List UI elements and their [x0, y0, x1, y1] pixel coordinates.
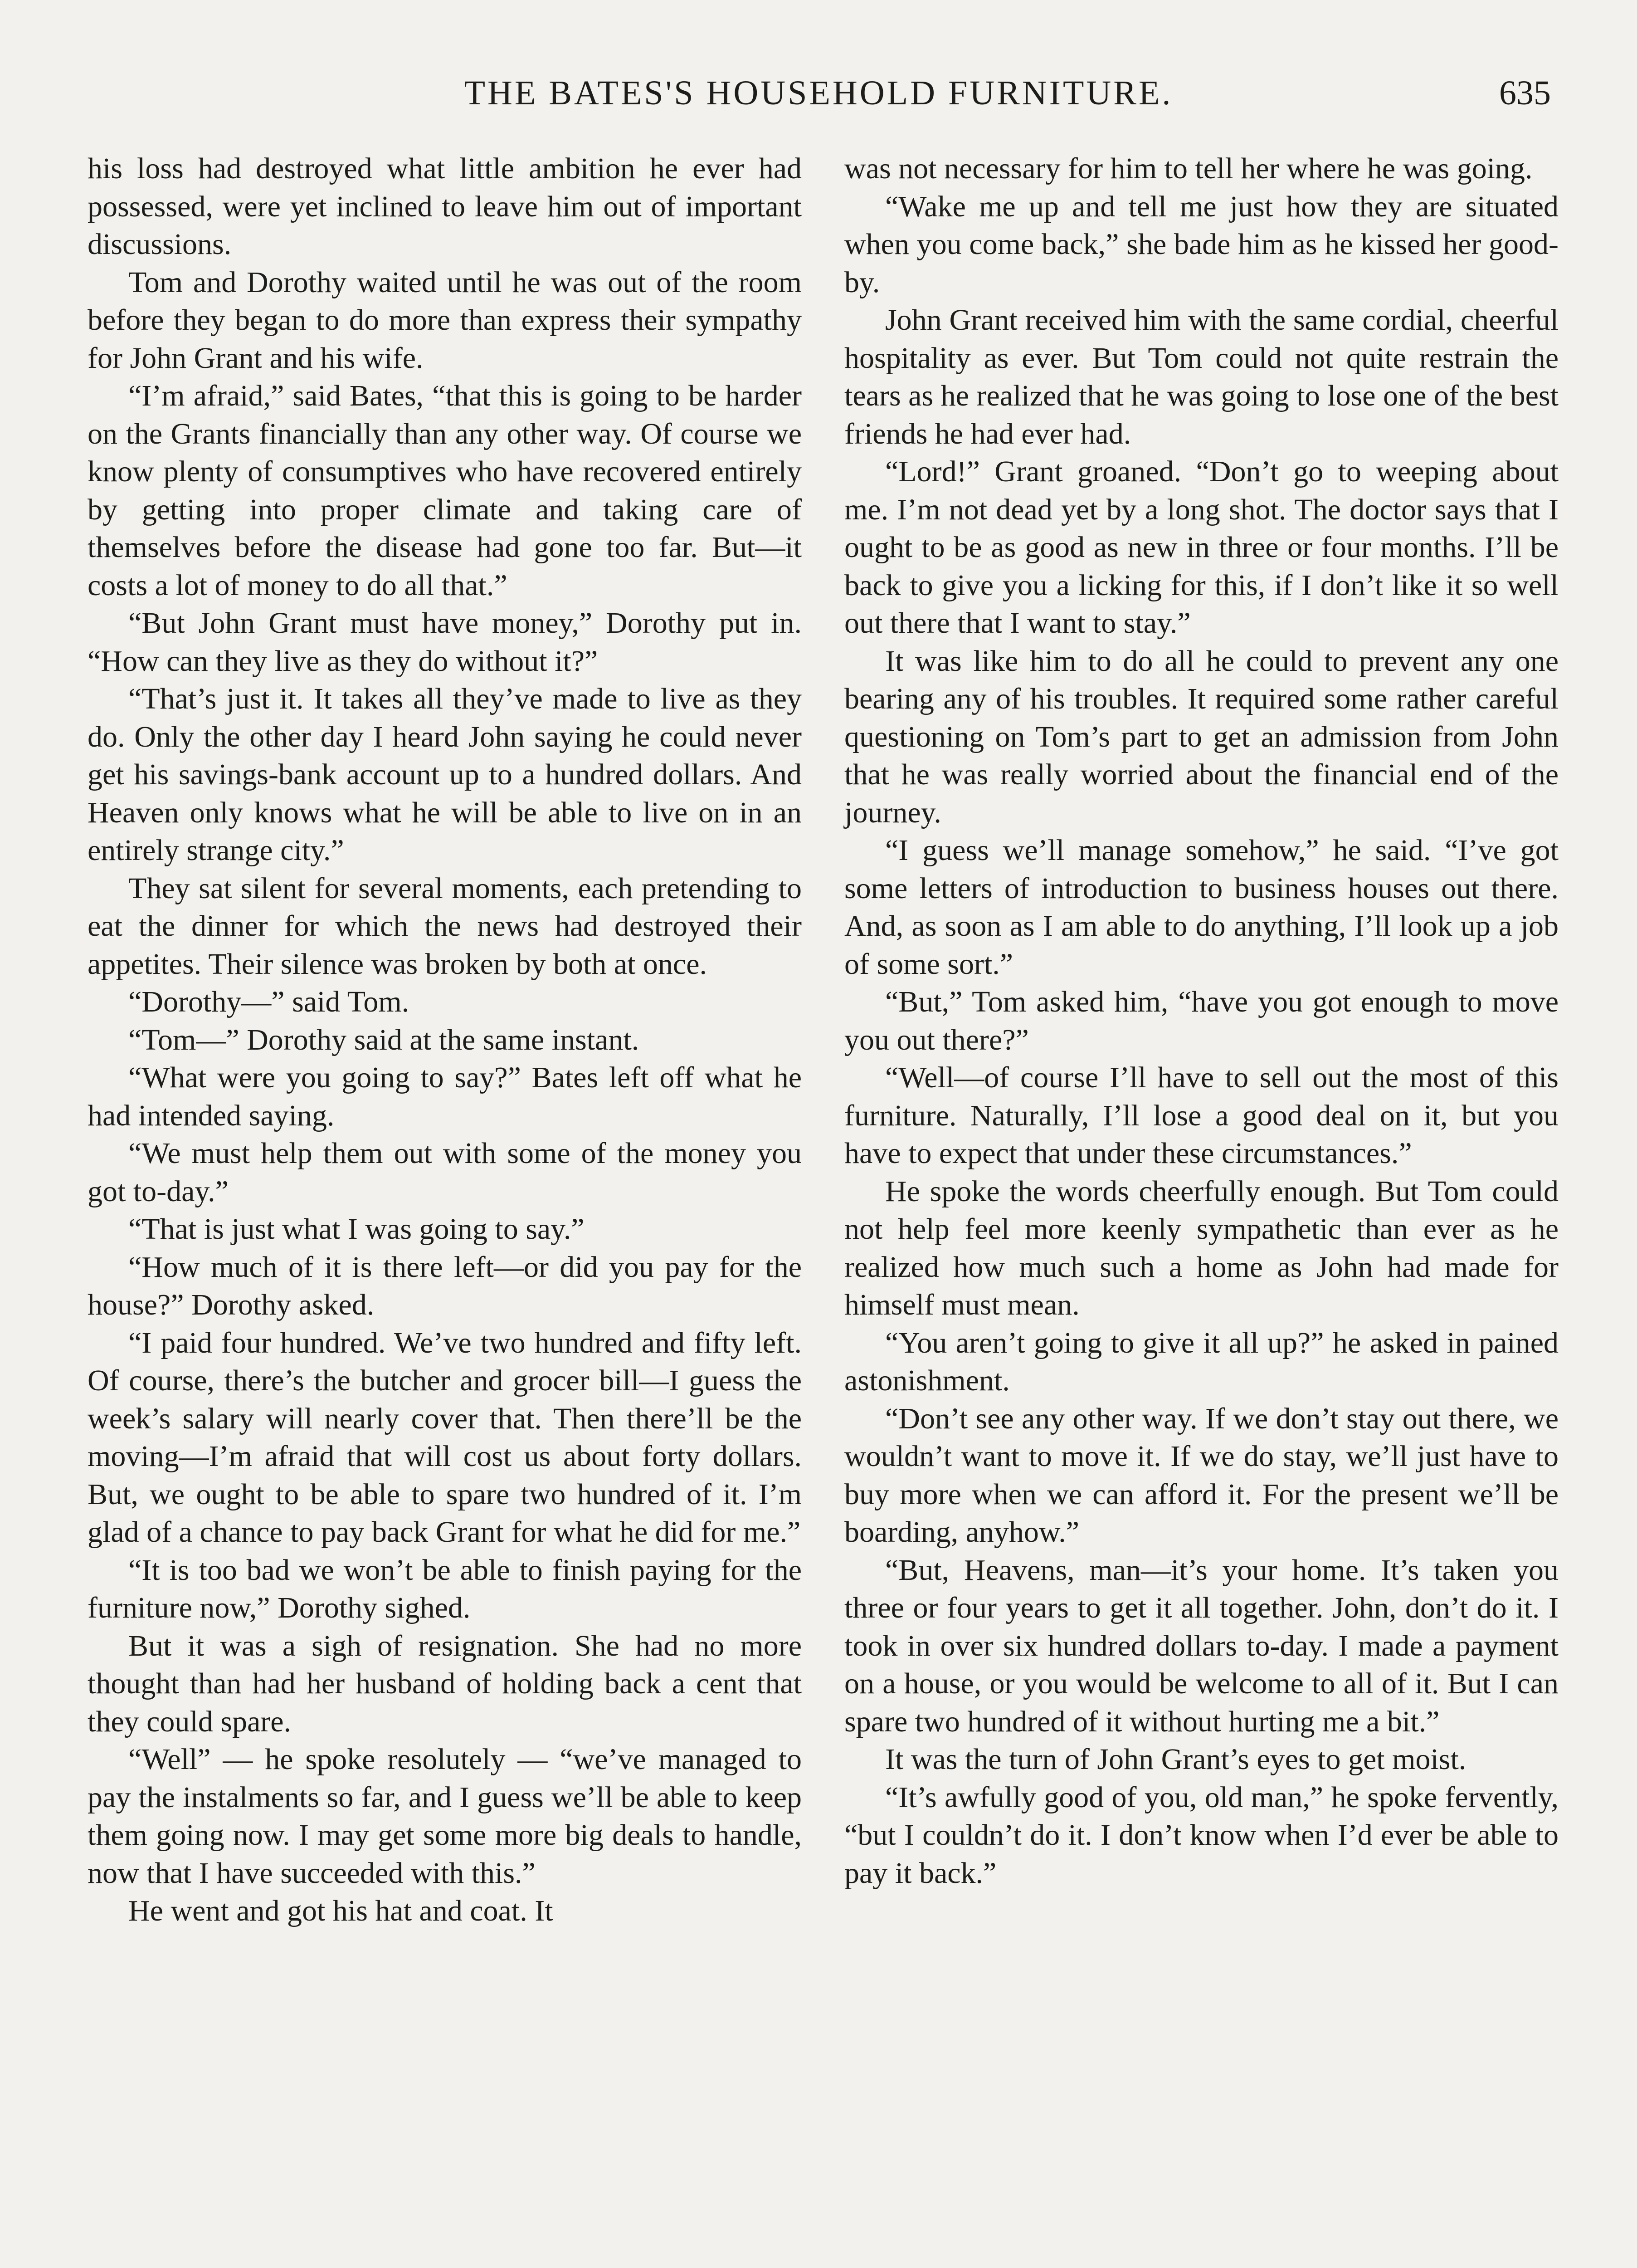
- paragraph: “You aren’t going to give it all up?” he asked in pained astonishment.: [844, 1326, 1559, 1397]
- running-head: [86, 68, 1551, 118]
- paragraph: He spoke the words cheerfully enough. But Tom could not help feel more keenly sympathetic than ever as he realized how much such a home as John had made for himself must mean.: [844, 1174, 1559, 1321]
- paragraph: “Well” — he spoke resolutely — “we’ve managed to pay the instalments so far, and I guess we’ll be able to keep them going now. I may get some more big deals to handle, now that I have succeeded with this.”: [88, 1743, 802, 1890]
- paragraph: “Tom—” Dorothy said at the same instant.: [128, 1023, 639, 1056]
- paragraph: “Don’t see any other way. If we don’t stay out there, we wouldn’t want to move it. If we do stay, we’ll just have to buy more when we can afford it. For the present we’ll be boarding, anyhow.”: [844, 1402, 1559, 1549]
- paragraph: “What were you going to say?” Bates left off what he had intended saying.: [88, 1061, 802, 1132]
- paragraph: “I paid four hundred. We’ve two hundred and fifty left. Of course, there’s the butcher and grocer bill—I guess the week’s salary will nearly cover that. Then there’ll be the moving—I’m afraid that will cost us about forty dollars. But, we ought to be able to spare two hundred of it. I’m glad of a chance to pay back Grant for what he did for me.”: [88, 1326, 802, 1549]
- paragraph: “That’s just it. It takes all they’ve made to live as they do. Only the other day I heard John saying he could never get his savings-bank account up to a hundred dollars. And Heaven only knows what he will be able to live on in an entirely strange city.”: [88, 682, 802, 867]
- left-column: [88, 150, 802, 1930]
- paragraph: “How much of it is there left—or did you pay for the house?” Dorothy asked.: [88, 1250, 802, 1321]
- paragraph: “It is too bad we won’t be able to finish paying for the furniture now,” Dorothy sighed.: [88, 1553, 802, 1624]
- paragraph: “We must help them out with some of the money you got to-day.”: [88, 1137, 802, 1208]
- paragraph: his loss had destroyed what little ambition he ever had possessed, were yet inclined to leave him out of important discussions.: [88, 152, 802, 261]
- paragraph: “I guess we’ll manage somehow,” he said. “I’ve got some letters of introduction to business houses out there. And, as soon as I am able to do anything, I’ll look up a job of some sort.”: [844, 834, 1559, 981]
- paragraph: “I’m afraid,” said Bates, “that this is going to be harder on the Grants financially than any other way. Of course we know plenty of consumptives who have recovered entirely by getting into proper climate and taking care of themselves before the disease had gone too far. But—it costs a lot of money to do all that.”: [88, 379, 802, 602]
- paragraph: “Wake me up and tell me just how they are situated when you come back,” she bade him as he kissed her good-by.: [844, 190, 1559, 299]
- paragraph: It was like him to do all he could to prevent any one bearing any of his troubles. It required some rather careful questioning on Tom’s part to get an admission from John that he was really worried about the financial end of the journey.: [844, 644, 1559, 829]
- paragraph: John Grant received him with the same cordial, cheerful hospitality as ever. But Tom could not quite restrain the tears as he realized that he was going to lose one of the best friends he had ever had.: [844, 303, 1559, 450]
- paragraph: They sat silent for several moments, each pretending to eat the dinner for which the news had destroyed their appetites. Their silence was broken by both at once.: [88, 871, 802, 981]
- paragraph: “Well—of course I’ll have to sell out the most of this furniture. Naturally, I’ll lose a good deal on it, but you have to expect that under these circumstances.”: [844, 1061, 1559, 1170]
- paragraph: It was the turn of John Grant’s eyes to get moist.: [885, 1743, 1466, 1776]
- paragraph: He went and got his hat and coat. It: [128, 1894, 553, 1927]
- paragraph: “But, Heavens, man—it’s your home. It’s taken you three or four years to get it all together. John, don’t do it. I took in over six hundred dollars to-day. I made a payment on a house, or you would be welcome to all of it. But I can spare two hundred of it without hurting me a bit.”: [844, 1553, 1559, 1738]
- paragraph: Tom and Dorothy waited until he was out of the room before they began to do more than express their sympathy for John Grant and his wife.: [88, 265, 802, 375]
- paragraph: “But John Grant must have money,” Dorothy put in. “How can they live as they do without it?”: [88, 606, 802, 678]
- paragraph: “Lord!” Grant groaned. “Don’t go to weeping about me. I’m not dead yet by a long shot. The doctor says that I ought to be as good as new in three or four months. I’ll be back to give you a licking for this, if I don’t like it so well out there that I want to stay.”: [844, 455, 1559, 640]
- page-title: THE BATES'S HOUSEHOLD FURNITURE.: [464, 74, 1173, 112]
- paragraph: “That is just what I was going to say.”: [128, 1212, 585, 1246]
- paragraph: “Dorothy—” said Tom.: [128, 985, 409, 1018]
- paragraph: was not necessary for him to tell her where he was going.: [844, 152, 1533, 185]
- paragraph: But it was a sigh of resignation. She had no more thought than had her husband of holding back a cent that they could spare.: [88, 1629, 802, 1738]
- page-number: 635: [1499, 74, 1551, 112]
- paragraph: “But,” Tom asked him, “have you got enough to move you out there?”: [844, 985, 1559, 1056]
- right-column: [844, 150, 1559, 1892]
- paragraph: “It’s awfully good of you, old man,” he spoke fervently, “but I couldn’t do it. I don’t know when I’d ever be able to pay it back.”: [844, 1780, 1559, 1890]
